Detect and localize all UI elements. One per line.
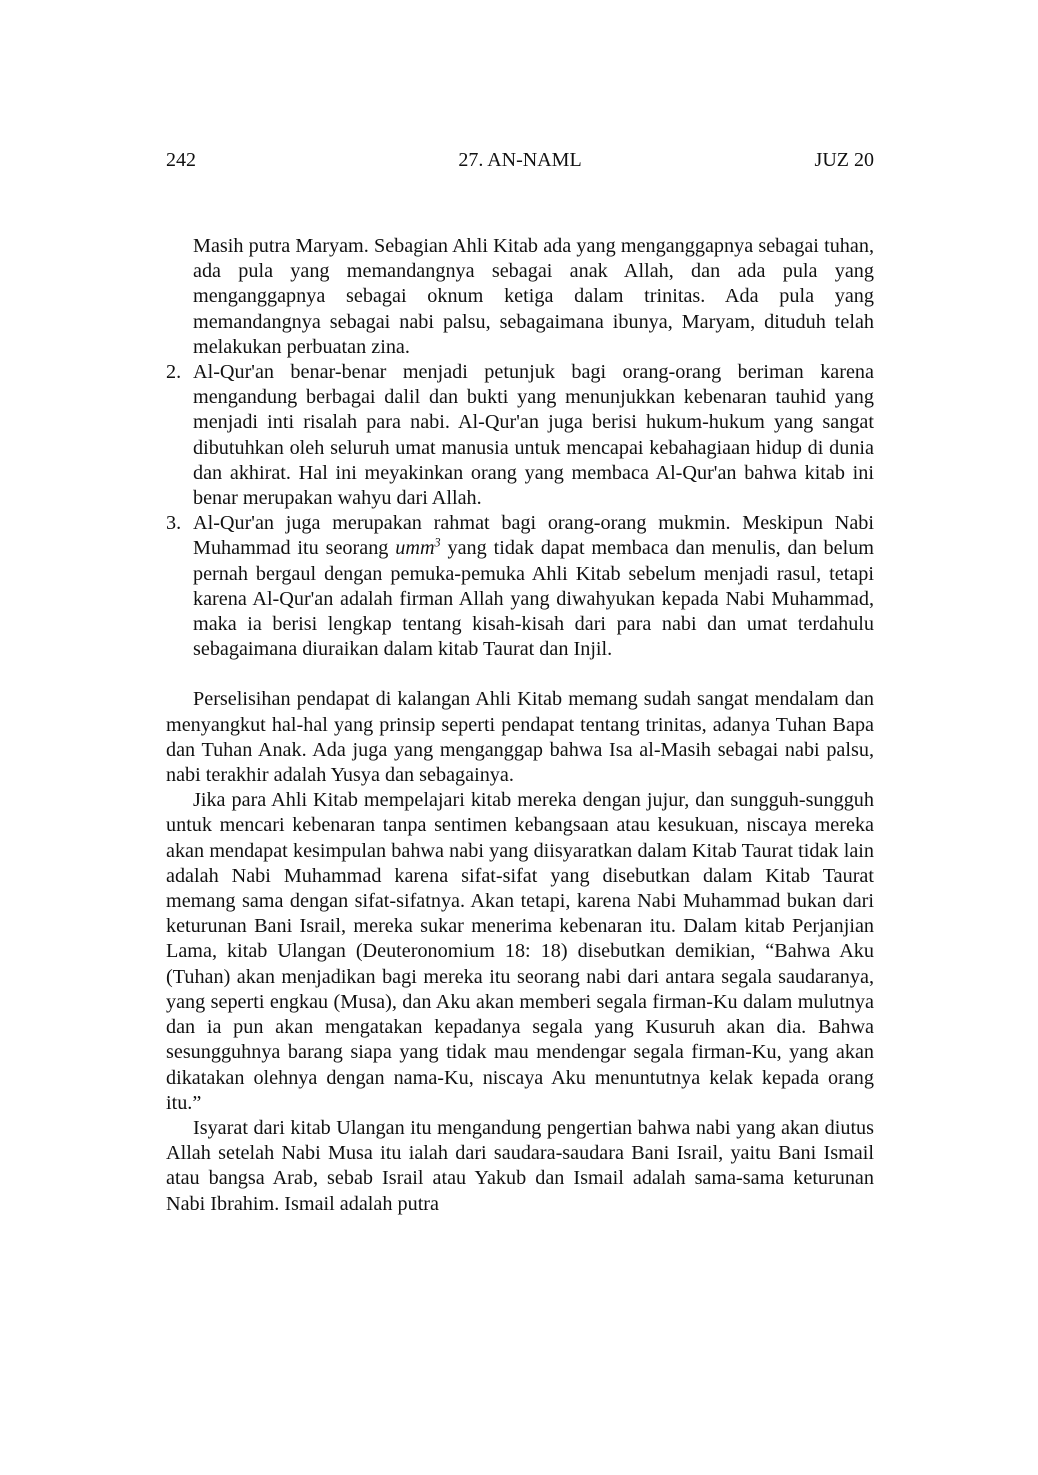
list-item-text-after: yang tidak dapat membaca dan menulis, dan belum pernah bergaul dengan pemuka-pemuka Ahli Kitab sebelum menjadi rasul, tetapi karena Al-Qur'an adalah firman Allah yang diwahyukan kepada Nabi Muhammad, maka ia berisi lengkap tentang kisah-kisah dari para nabi dan umat terdahulu sebagaimana diuraikan dalam kitab Taurat dan Injil. bbox=[193, 537, 874, 661]
list-item bbox=[166, 511, 874, 662]
list-item-text bbox=[193, 511, 874, 662]
list-continuation: Masih putra Maryam. Sebagian Ahli Kitab ada yang menganggapnya sebagai tuhan, ada pula yang memandangnya sebagai anak Allah, dan ada pula yang menganggapnya sebagai oknum ketiga dalam trinitas. Ada pula yang memandangnya sebagai nabi palsu, sebagaimana ibunya, Maryam, dituduh telah melakukan perbuatan zina. bbox=[193, 235, 874, 358]
list-item-text-before: Al-Qur'an juga merupakan rahmat bagi orang-orang mukmin. Meskipun Nabi Muhammad itu seorang bbox=[193, 512, 874, 560]
list-item-text: Al-Qur'an benar-benar menjadi petunjuk bagi orang-orang beriman karena mengandung berbagai dalil dan bukti yang menunjukkan kebenaran tauhid yang menjadi inti risalah para nabi. Al-Qur'an juga berisi hukum-hukum yang sangat dibutuhkan oleh seluruh umat manusia untuk mencapai kebahagiaan hidup di dunia dan akhirat. Hal ini meyakinkan orang yang membaca Al-Qur'an bahwa kitab ini benar merupakan wahyu dari Allah. bbox=[193, 361, 874, 510]
surah-title: 27. AN-NAML bbox=[458, 149, 582, 171]
footnote-marker: 3 bbox=[434, 535, 441, 550]
italic-term: umm bbox=[395, 537, 435, 560]
list-item-number: 2. bbox=[166, 361, 182, 384]
list-item-number: 3. bbox=[166, 512, 182, 535]
page-number: 242 bbox=[166, 149, 196, 171]
body-paragraph: Perselisihan pendapat di kalangan Ahli Kitab memang sudah sangat mendalam dan menyangkut hal-hal yang prinsip seperti pendapat tentang trinitas, adanya Tuhan Bapa dan Tuhan Anak. Ada juga yang menganggap bahwa Isa al-Masih sebagai nabi palsu, nabi terakhir adalah Yusya dan sebagainya. bbox=[166, 688, 874, 787]
list-item bbox=[166, 360, 874, 511]
body-paragraph: Jika para Ahli Kitab mempelajari kitab mereka dengan jujur, dan sungguh-sungguh untuk mencari kebenaran tanpa sentimen kebangsaan atau kesukuan, niscaya mereka akan mendapat kesimpulan bahwa nabi yang diisyaratkan dalam Kitab Taurat tidak lain adalah Nabi Muhammad karena sifat-sifat yang disebutkan dalam Kitab Taurat memang sama dengan sifat-sifatnya. Akan tetapi, karena Nabi Muhammad bukan dari keturunan Bani Israil, mereka sukar menerima kebenaran itu. Dalam kitab Perjanjian Lama, kitab Ulangan (Deuteronomium 18: 18) disebutkan demikian, “Bahwa Aku (Tuhan) akan menjadikan bagi mereka itu seorang nabi dari antara segala saudaranya, yang seperti engkau (Musa), dan Aku akan memberi segala firman-Ku dalam mulutnya dan ia pun akan mengatakan kepadanya segala yang Kusuruh akan dia. Bahwa sesungguhnya barang siapa yang tidak mau mendengar segala firman-Ku, yang akan dikatakan olehnya dengan nama-Ku, niscaya Aku menuntutnya kelak kepada orang itu.” bbox=[166, 789, 874, 1114]
page-body bbox=[166, 234, 874, 1217]
page-header bbox=[166, 145, 874, 175]
juz-label: JUZ 20 bbox=[814, 149, 874, 171]
body-paragraph: Isyarat dari kitab Ulangan itu mengandung pengertian bahwa nabi yang akan diutus Allah setelah Nabi Musa itu ialah dari saudara-saudara Bani Israil, yaitu Bani Ismail atau bangsa Arab, sebab Israil atau Yakub dan Ismail adalah sama-sama keturunan Nabi Ibrahim. Ismail adalah putra bbox=[166, 1116, 874, 1215]
section-gap bbox=[166, 662, 874, 687]
